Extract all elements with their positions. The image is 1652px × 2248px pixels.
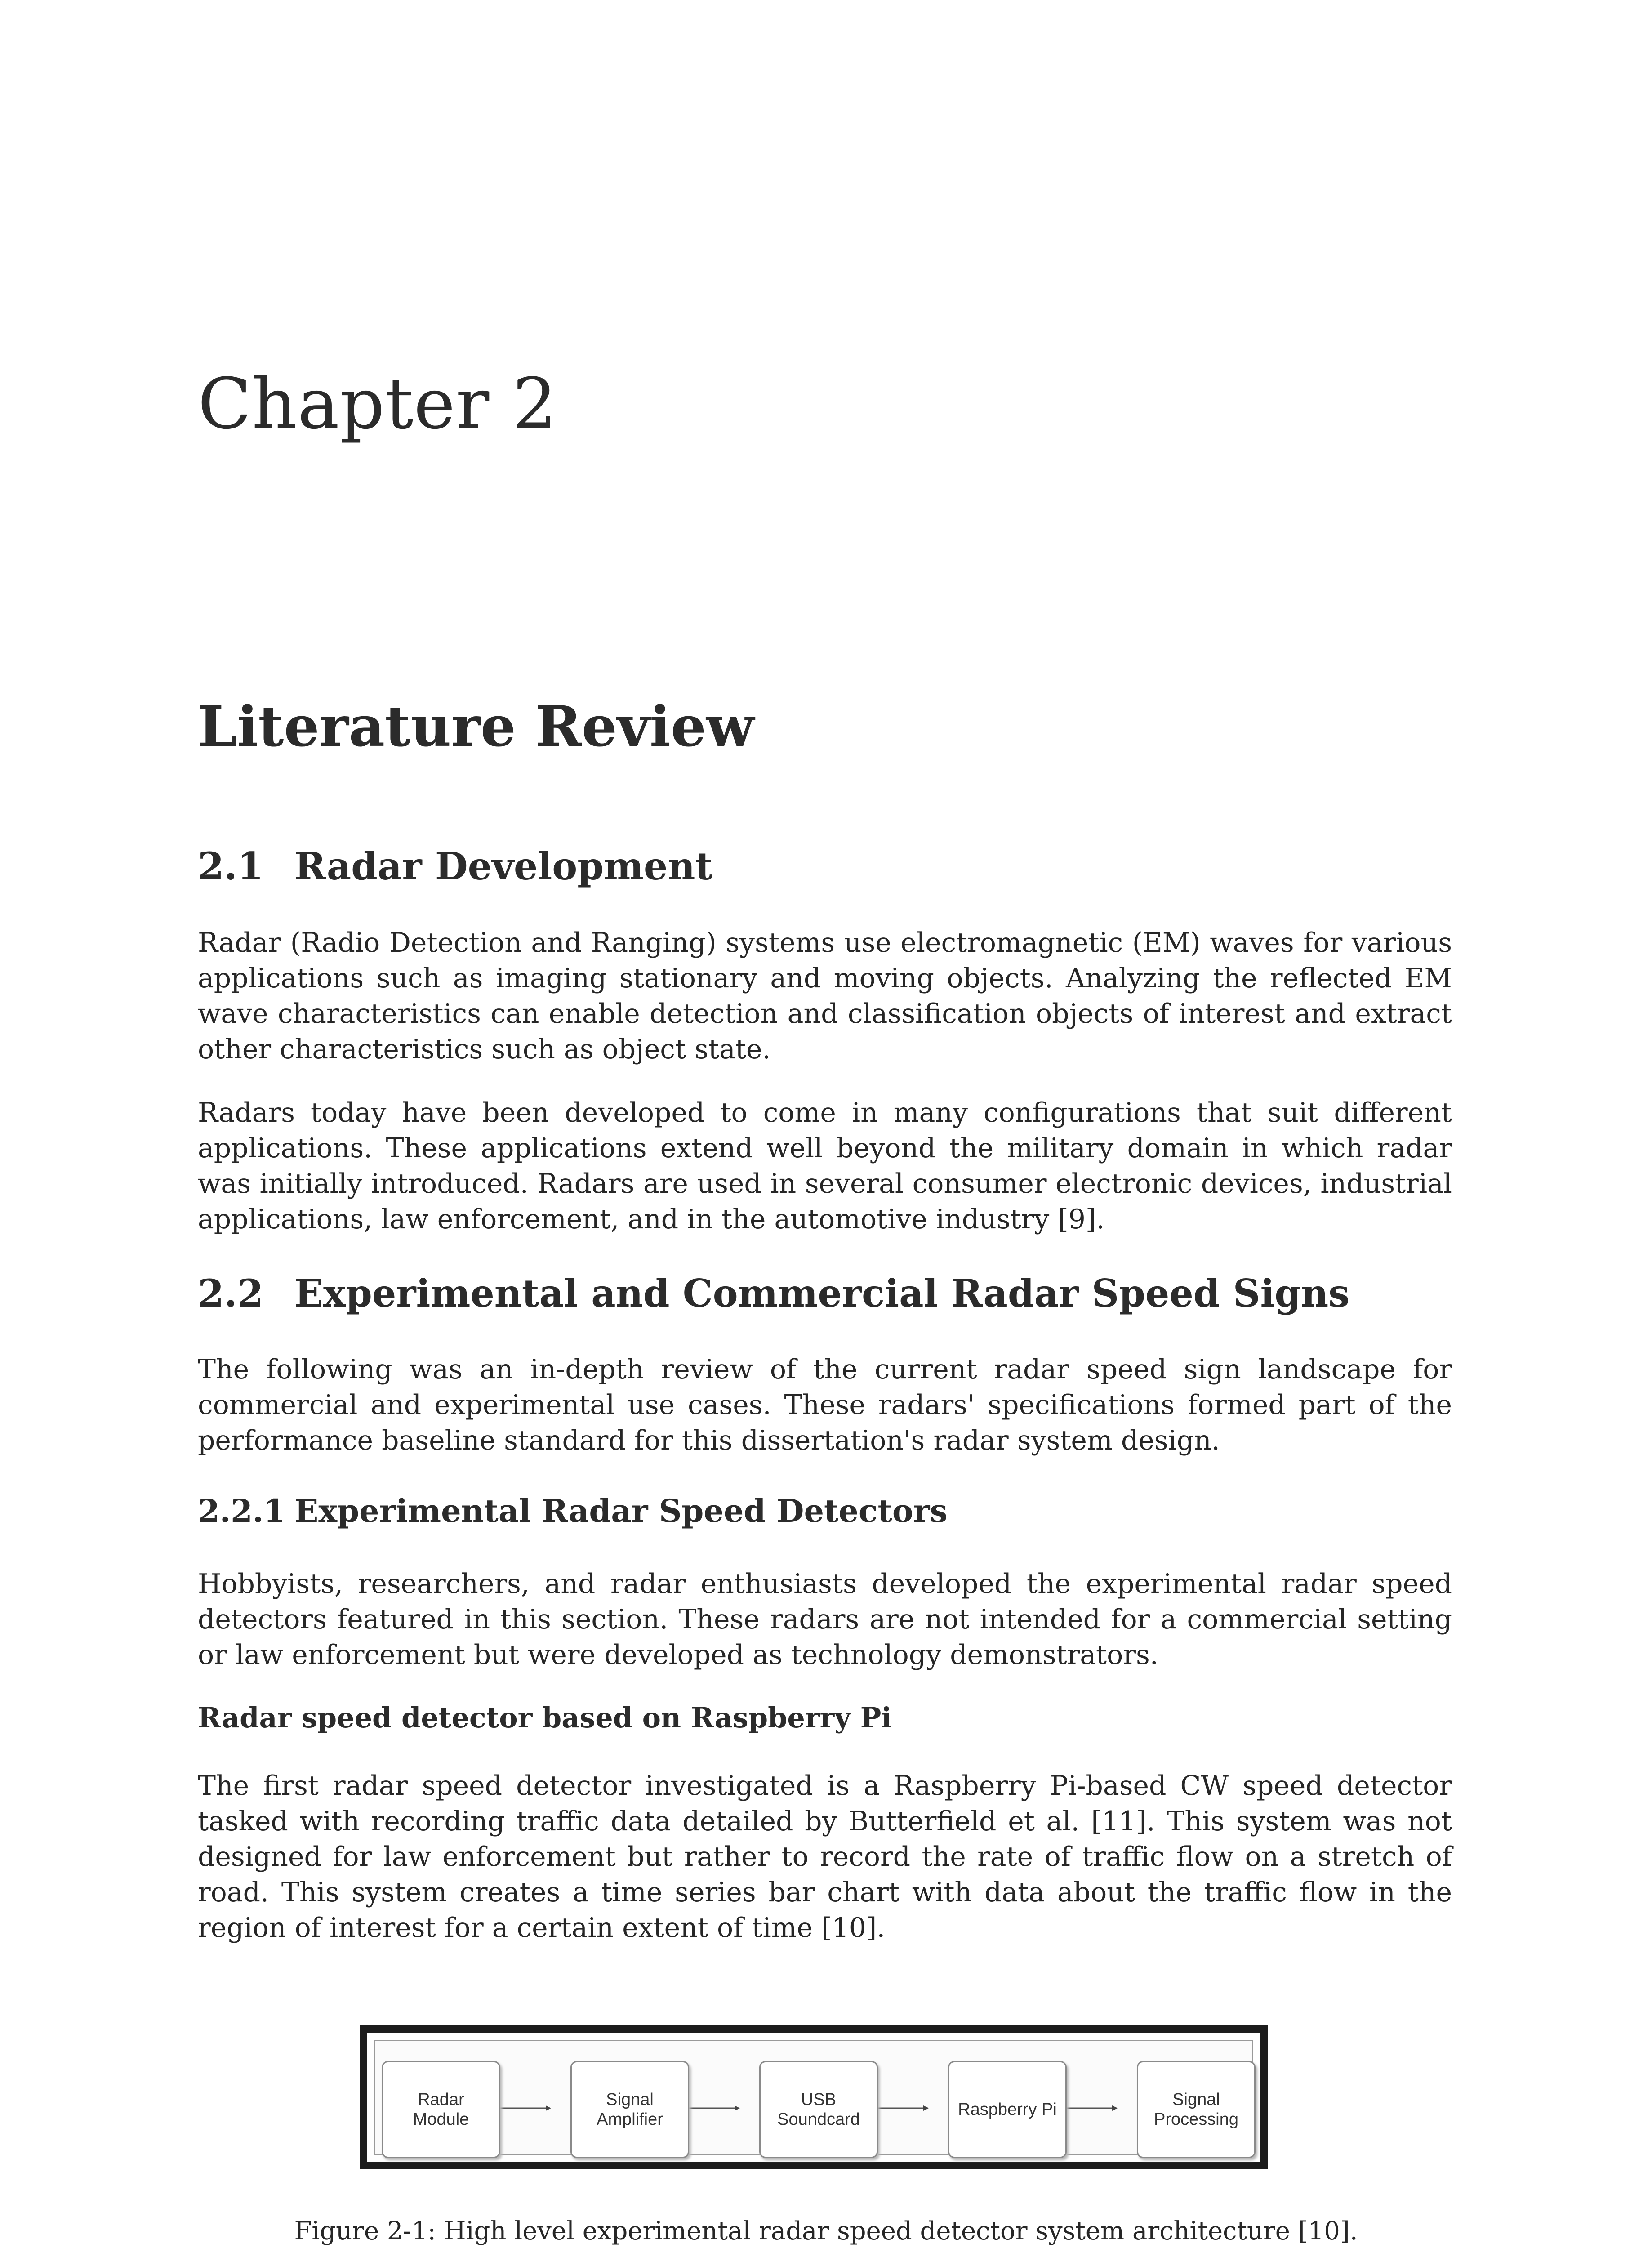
paragraph: The first radar speed detector investigated is a Raspberry Pi-based CW speed detector tasked with recording traffic data detailed by Butterfield et al. [11]. This system was not designed for law enforcement but rather to record the rate of traffic flow on a stretch of road. This system creates a time series bar chart with data about the traffic flow in the region of interest for a certain extent of time [10]. (198, 1770, 1452, 1944)
figure-frame (360, 2025, 1268, 2169)
chapter-label: Chapter 2 (198, 363, 558, 445)
section-heading-2-1 (198, 844, 713, 888)
section-number: 2.1 (198, 844, 264, 888)
paragraph: Hobbyists, researchers, and radar enthusiasts developed the experimental radar speed detectors featured in this section. These radars are not intended for a commercial setting or law enforcement but were developed as technology demonstrators. (198, 1568, 1452, 1671)
section-title: Radar Development (294, 844, 713, 888)
subsubsection-heading: Radar speed detector based on Raspberry Pi (198, 1701, 892, 1734)
section-heading-2-2 (198, 1271, 1350, 1316)
section-number: 2.2 (198, 1271, 264, 1316)
figure-canvas (374, 2040, 1253, 2155)
block-radar-module: Radar Module (382, 2061, 500, 2158)
subsection-number: 2.2.1 (198, 1492, 285, 1530)
figure-caption: Figure 2-1: High level experimental radar speed detector system architecture [10]. (294, 2217, 1358, 2246)
block-signal-amplifier: Signal Amplifier (570, 2061, 689, 2158)
paragraph: Radar (Radio Detection and Ranging) systems use electromagnetic (EM) waves for various applications such as imaging stationary and moving objects. Analyzing the reflected EM wave characteristics can enable detection and classification objects of interest and extract other characteristics such as object state. (198, 927, 1452, 1065)
subsection-heading-2-2-1 (198, 1492, 948, 1530)
chapter-title: Literature Review (198, 694, 754, 759)
block-signal-processing: Signal Processing (1137, 2061, 1256, 2158)
subsection-title: Experimental Radar Speed Detectors (294, 1492, 948, 1530)
paragraph: The following was an in-depth review of the current radar speed sign landscape for commercial and experimental use cases. These radars' specifications formed part of the performance baseline standard for this dissertation's radar system design. (198, 1354, 1452, 1456)
block-raspberry-pi: Raspberry Pi (948, 2061, 1067, 2158)
figure-2-1 (360, 2025, 1268, 2169)
paragraph: Radars today have been developed to come in many configurations that suit different applications. These applications extend well beyond the military domain in which radar was initially introduced. Radars are used in several consumer electronic devices, industrial applications, law enforcement, and in the automotive industry [9]. (198, 1097, 1452, 1235)
section-title: Experimental and Commercial Radar Speed Signs (294, 1271, 1350, 1316)
block-usb-soundcard: USB Soundcard (759, 2061, 878, 2158)
